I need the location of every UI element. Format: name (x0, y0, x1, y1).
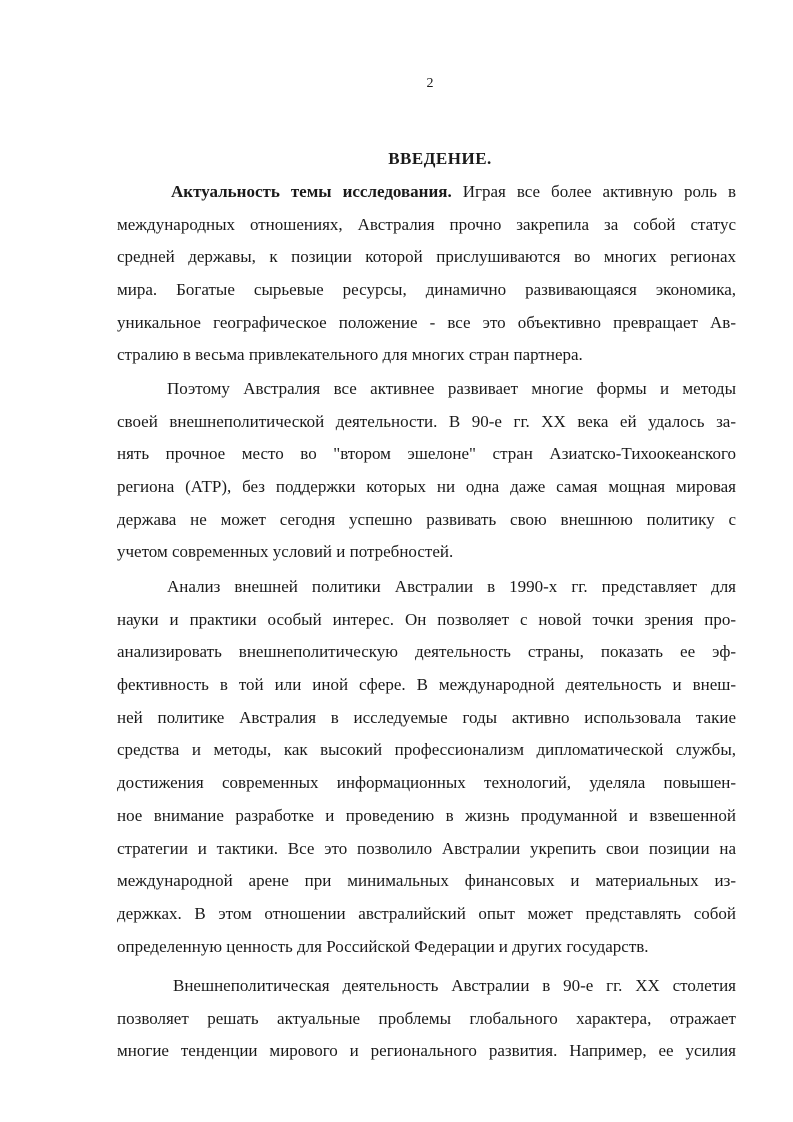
text-line: ное внимание разработке и проведению в жизнь продуманной и взвешенной (117, 805, 736, 825)
text-line: многие тенденции мирового и регионального развития. Например, ее усилия (117, 1041, 736, 1061)
paragraph-analysis (117, 571, 736, 963)
text-line: стратегии и тактики. Все это позволило Австралии укрепить свои позиции на (117, 838, 736, 858)
text-line: науки и практики особый интерес. Он позволяет с новой точки зрения про- (117, 609, 736, 629)
text-line: фективность в той или иной сфере. В международной деятельность и внеш- (117, 675, 736, 695)
text-line: уникальное географическое положение - все это объективно превращает Ав- (117, 312, 736, 332)
text-line: держках. В этом отношении австралийский опыт может представлять собой (117, 903, 736, 923)
section-heading: ВВЕДЕНИЕ. (388, 149, 492, 168)
text-line: региона (АТР), без поддержки которых ни одна даже самая мощная мировая (117, 477, 736, 497)
text-line: стралию в весьма привлекательного для многих стран партнера. (117, 345, 583, 365)
text-line: международной арене при минимальных финансовых и материальных из- (117, 871, 736, 891)
text-line: достижения современных информационных технологий, уделяла повышен- (117, 773, 736, 793)
text-line: анализировать внешнеполитическую деятельность страны, показать ее эф- (117, 642, 736, 662)
text-line: международных отношениях, Австралия прочно закрепила за собой статус (117, 214, 736, 234)
paragraph-relevance (117, 176, 736, 372)
text-line: средства и методы, как высокий профессионализм дипломатической службы, (117, 740, 736, 760)
text-line: определенную ценность для Российской Федерации и других государств. (117, 936, 649, 956)
paragraph-australia-activity (117, 373, 736, 569)
text-line (117, 176, 736, 209)
text-line: мира. Богатые сырьевые ресурсы, динамично развивающаяся экономика, (117, 280, 736, 300)
text-line: ней политике Австралия в исследуемые годы активно использовала такие (117, 707, 736, 727)
text-line: позволяет решать актуальные проблемы глобального характера, отражает (117, 1008, 736, 1028)
text-line: Поэтому Австралия все активнее развивает многие формы и методы (167, 379, 736, 398)
text-line: учетом современных условий и потребностей. (117, 542, 454, 562)
text-line: Внешнеполитическая деятельность Австралии в 90-е гг. XX столетия (173, 976, 736, 995)
relevance-lead: Актуальность темы исследования. (171, 182, 452, 201)
text-line: своей внешнеполитической деятельности. В 90-е гг. XX века ей удалось за- (117, 411, 736, 431)
text-line: держава не может сегодня успешно развивать свою внешнюю политику с (117, 509, 736, 529)
page-number: 2 (426, 76, 434, 91)
text-line: Анализ внешней политики Австралии в 1990-х гг. представляет для (167, 577, 736, 596)
text-line: нять прочное место во "втором эшелоне" стран Азиатско-Тихоокеанского (117, 444, 736, 464)
paragraph-foreign-policy (117, 970, 736, 1068)
text-line: средней державы, к позиции которой прислушиваются во многих регионах (117, 247, 736, 267)
text-fragment: Играя все более активную роль в (451, 182, 736, 201)
